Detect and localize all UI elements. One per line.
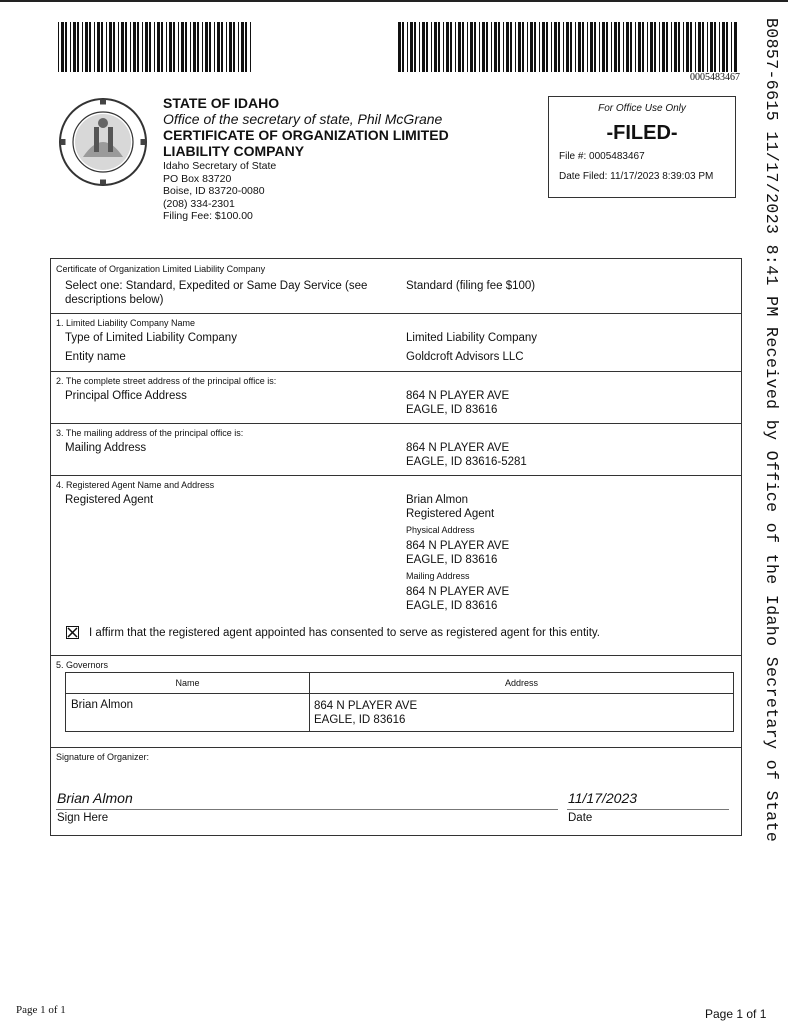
barcode-number: 0005483467 <box>690 72 740 83</box>
signature-title: Signature of Organizer: <box>56 752 150 762</box>
affirm-text: I affirm that the registered agent appointed has consented to serve as registered agent for this entity. <box>89 627 600 639</box>
agent-mailing-label: Mailing Address <box>406 571 470 581</box>
registered-agent-label: Registered Agent <box>65 494 154 506</box>
governors-table <box>65 672 734 732</box>
letterhead <box>163 95 449 223</box>
signature-line <box>56 809 558 810</box>
addr-line3: Boise, ID 83720-0080 <box>163 185 265 197</box>
principal-address-value: 864 N PLAYER AVE EAGLE, ID 83616 <box>406 390 510 416</box>
principal-address-label: Principal Office Address <box>65 390 187 402</box>
cert-title-line2: LIABILITY COMPANY <box>163 143 305 159</box>
divider <box>51 371 741 372</box>
state-title: STATE OF IDAHO <box>163 95 280 111</box>
office-use-title: For Office Use Only <box>598 103 686 114</box>
divider <box>51 747 741 748</box>
divider <box>51 313 741 314</box>
section-title: 4. Registered Agent Name and Address <box>56 480 215 490</box>
phone: (208) 334-2301 <box>163 197 235 210</box>
office-line: Office of the secretary of state, Phil McGrane <box>163 111 443 127</box>
cert-title-line1: CERTIFICATE OF ORGANIZATION LIMITED <box>163 127 449 143</box>
form-container <box>50 258 742 836</box>
state-seal-icon <box>58 97 148 187</box>
col-header-name: Name <box>175 678 200 688</box>
governor-name: Brian Almon <box>71 699 134 711</box>
mailing-address-value: 864 N PLAYER AVE EAGLE, ID 83616-5281 <box>406 442 527 468</box>
mailing-address-label: Mailing Address <box>65 442 147 454</box>
section-title: 5. Governors <box>56 660 109 670</box>
affirm-checkbox[interactable] <box>66 626 79 639</box>
divider <box>51 423 741 424</box>
page-footer-left: Page 1 of 1 <box>16 1004 66 1016</box>
file-number: File #: 0005483467 <box>559 151 645 162</box>
entity-name-value: Goldcroft Advisors LLC <box>406 351 524 363</box>
date-label: Date <box>568 812 593 824</box>
barcode-right <box>396 22 740 72</box>
section-title: 1. Limited Liability Company Name <box>56 318 196 328</box>
agent-name: Brian Almon <box>406 494 469 506</box>
barcode-left <box>56 22 256 72</box>
addr-line1: Idaho Secretary of State <box>163 160 277 172</box>
llc-type-value: Limited Liability Company <box>406 332 538 344</box>
page-footer-right: Page 1 of 1 <box>705 1007 767 1021</box>
office-use-box <box>548 96 736 198</box>
registered-agent-value: Brian Almon Registered Agent Physical Address 864 N PLAYER AVE EAGLE, ID 83616 Mailing Address 864 N PLAYER AVE EAGLE, ID 83616 <box>406 494 510 612</box>
physical-address-label: Physical Address <box>406 525 475 535</box>
divider <box>51 655 741 656</box>
date-filed: Date Filed: 11/17/2023 8:39:03 PM <box>559 171 714 182</box>
filed-status: -FILED- <box>606 122 678 144</box>
governor-address: 864 N PLAYER AVE EAGLE, ID 83616 <box>314 700 418 726</box>
section-title: 3. The mailing address of the principal office is: <box>56 428 244 438</box>
llc-type-label: Type of Limited Liability Company <box>65 332 237 344</box>
entity-name-label: Entity name <box>65 351 126 363</box>
signature-name[interactable]: Brian Almon <box>57 790 133 806</box>
col-header-address: Address <box>504 678 539 688</box>
received-stamp: B0857-6615 11/17/2023 8:41 PM Received by Office of the Idaho Secretary of State <box>762 18 781 843</box>
filing-fee: Filing Fee: $100.00 <box>163 210 253 222</box>
top-border <box>0 0 788 2</box>
addr-line2: PO Box 83720 <box>163 172 232 185</box>
service-label: Select one: Standard, Expedited or Same Day Service (see descriptions below) <box>65 280 368 306</box>
section-title: Certificate of Organization Limited Liability Company <box>56 264 266 274</box>
sign-here-label: Sign Here <box>57 812 109 824</box>
signature-date[interactable]: 11/17/2023 <box>568 790 638 806</box>
divider <box>51 475 741 476</box>
date-line <box>567 809 729 810</box>
service-value: Standard (filing fee $100) <box>406 280 536 292</box>
agent-role: Registered Agent <box>406 508 495 520</box>
section-title: 2. The complete street address of the principal office is: <box>56 376 277 386</box>
